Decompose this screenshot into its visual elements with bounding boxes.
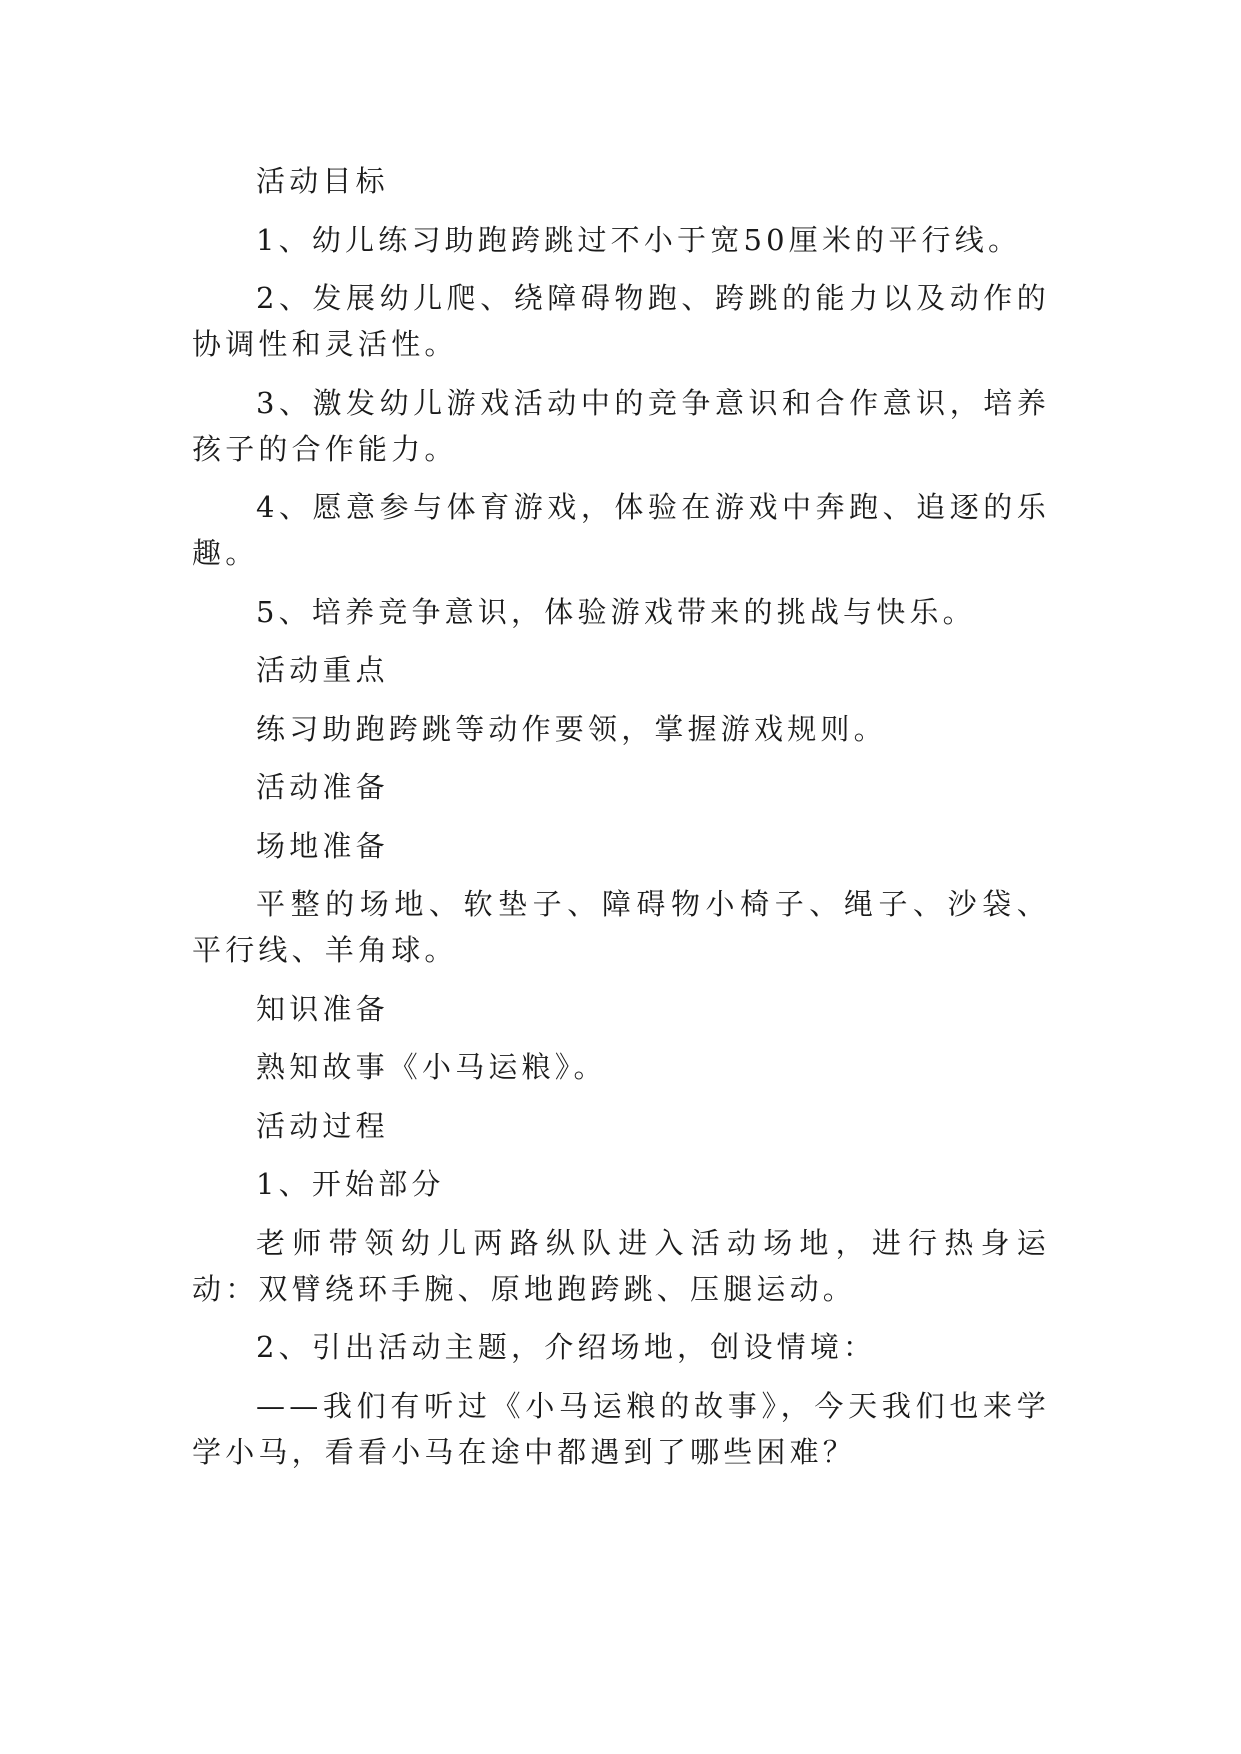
process-step-2-text: ——我们有听过《小马运粮的故事》，今天我们也来学学小马，看看小马在途中都遇到了哪些困难？ [192,1388,1050,1469]
process-step-1-text: 老师带领幼儿两路纵队进入活动场地，进行热身运动：双臂绕环手腕、原地跑跨跳、压腿运动。 [192,1225,1050,1306]
knowledge-preparation-text: 熟知故事《小马运粮》。 [256,1050,607,1084]
section-heading-goals: 活动目标 [256,164,389,198]
section-heading-preparation: 活动准备 [256,770,389,804]
venue-preparation-text: 平整的场地、软垫子、障碍物小椅子、绳子、沙袋、平行线、羊角球。 [192,887,1050,967]
subheading-knowledge-preparation: 知识准备 [256,991,389,1026]
focus-text: 练习助跑跨跳等动作要领，掌握游戏规则。 [256,711,887,746]
goal-item-1: 1、幼儿练习助跑跨跳过不小于宽50厘米的平行线。 [256,222,1022,257]
section-heading-process: 活动过程 [256,1108,389,1143]
goal-item-3: 3、激发幼儿游戏活动中的竞争意识和合作意识，培养孩子的合作能力。 [192,385,1050,466]
process-step-1-heading: 1、开始部分 [256,1167,445,1201]
goal-item-2: 2、发展幼儿爬、绕障碍物跑、跨跳的能力以及动作的协调性和灵活性。 [192,281,1050,361]
goal-item-4: 4、愿意参与体育游戏，体验在游戏中奔跑、追逐的乐趣。 [192,490,1050,570]
process-step-2-heading: 2、引出活动主题，介绍场地，创设情境： [256,1330,877,1364]
subheading-venue-preparation: 场地准备 [256,828,389,863]
section-heading-focus: 活动重点 [256,653,389,687]
goal-item-5: 5、培养竞争意识，体验游戏带来的挑战与快乐。 [256,594,976,629]
document-body [192,158,1050,1487]
